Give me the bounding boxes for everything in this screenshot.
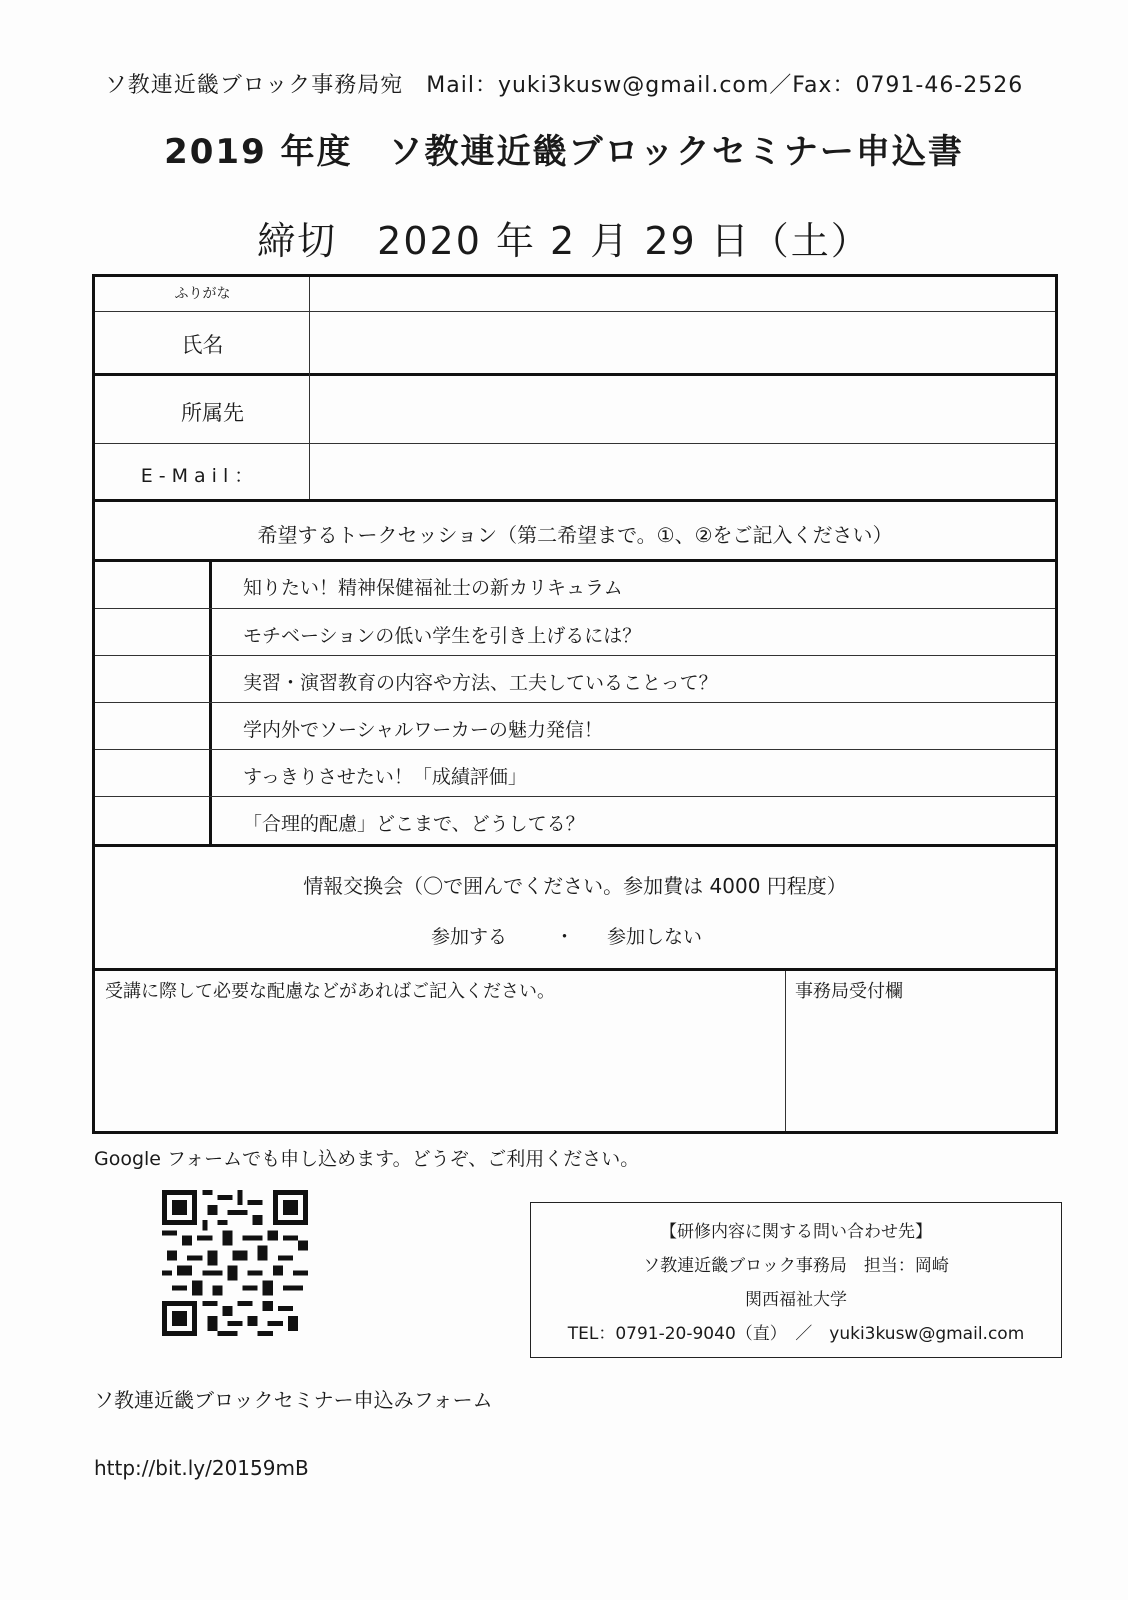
session-item-3: 実習・演習教育の内容や方法、工夫していることって？: [243, 672, 718, 694]
affiliation-field[interactable]: [311, 376, 1055, 442]
session-4-choice[interactable]: [95, 703, 209, 749]
page-title: 2019 年度 ソ教連近畿ブロックセミナー申込書: [164, 132, 964, 172]
attend-option[interactable]: 参加する: [431, 926, 508, 948]
application-form: [92, 274, 1058, 1134]
session-item-6: 「合理的配慮」どこまで、どうしてる？: [243, 813, 585, 835]
name-label: 氏名: [181, 333, 224, 357]
google-form-note: Google フォームでも申し込めます。どうぞ、ご利用ください。: [94, 1148, 640, 1170]
google-form-name: ソ教連近畿ブロックセミナー申込みフォーム: [94, 1388, 493, 1412]
email-field[interactable]: [311, 444, 1055, 498]
email-label: E-Mail：: [140, 465, 260, 487]
exchange-label: 情報交換会（〇で囲んでください。参加費は 4000 円程度）: [303, 874, 847, 898]
contact-university: 関西福祉大学: [745, 1290, 847, 1310]
office-label: 事務局受付欄: [795, 981, 903, 1002]
session-5-choice[interactable]: [95, 750, 209, 796]
session-6-choice[interactable]: [95, 797, 209, 844]
contact-heading: 【研修内容に関する問い合わせ先】: [660, 1222, 932, 1242]
contact-office: ソ教連近畿ブロック事務局 担当：岡崎: [643, 1256, 949, 1276]
session-1-choice[interactable]: [95, 562, 209, 608]
contact-tel-line: TEL：0791-20-9040（直） ／ yuki3kusw@gmail.com: [567, 1324, 1025, 1344]
name-field[interactable]: [311, 312, 1055, 374]
remarks-field[interactable]: [95, 1005, 785, 1130]
google-form-url[interactable]: http://bit.ly/20159mB: [94, 1456, 309, 1480]
contact-box: [530, 1202, 1062, 1358]
qr-code[interactable]: [162, 1190, 308, 1336]
session-3-choice[interactable]: [95, 656, 209, 702]
session-item-1: 知りたい！精神保健福祉士の新カリキュラム: [243, 577, 623, 599]
furigana-label: ふりがな: [174, 286, 231, 302]
session-2-choice[interactable]: [95, 609, 209, 655]
session-item-5: すっきりさせたい！「成績評価」: [243, 766, 527, 788]
furigana-field[interactable]: [311, 277, 1055, 311]
header-contact-line: ソ教連近畿ブロック事務局宛 Mail：yuki3kusw@gmail.com／Fax：0791-46-2526: [104, 73, 1024, 98]
not-attend-option[interactable]: 参加しない: [607, 926, 703, 948]
sessions-header: 希望するトークセッション（第二希望まで。①、②をご記入ください）: [257, 523, 893, 547]
deadline: 締切 2020 年 2 月 29 日（土）: [257, 219, 871, 263]
remarks-label: 受講に際して必要な配慮などがあればご記入ください。: [105, 981, 555, 1002]
option-separator: ・: [555, 926, 575, 948]
affiliation-label: 所属先: [181, 401, 244, 425]
session-item-4: 学内外でソーシャルワーカーの魅力発信！: [243, 719, 603, 741]
session-item-2: モチベーションの低い学生を引き上げるには？: [243, 625, 642, 647]
